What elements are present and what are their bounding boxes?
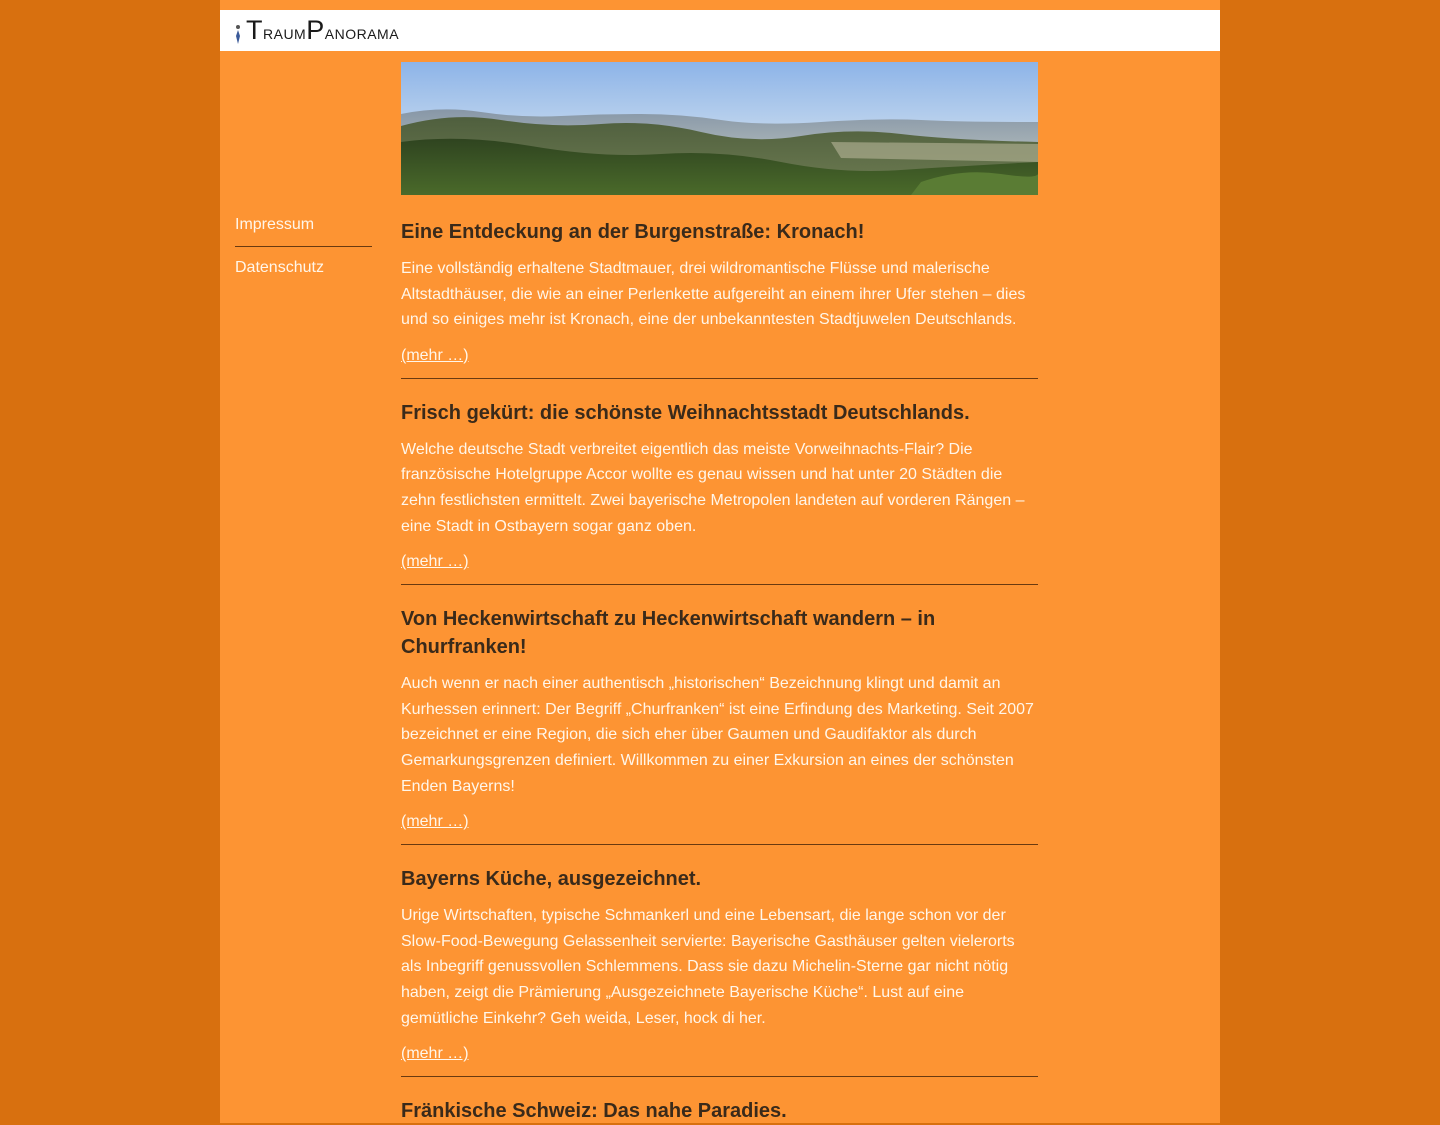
post-excerpt: Auch wenn er nach einer authentisch „historischen“ Bezeichnung klingt und damit an Kurhessen erinnert: Der Begriff „Churfranken“ ist eine Erfindung des Marketing. Seit 2007 bezeichnet er eine Region, die sich eher über Gaumen und Gaudifaktor als durch Gemarkungsgrenzen definiert. Willkommen zu einer Exkursion an eines der schönsten Enden Bayerns! <box>401 675 1034 795</box>
post-divider <box>401 378 1038 379</box>
read-more-link[interactable]: (mehr …) <box>401 553 469 571</box>
figure-icon <box>234 24 242 46</box>
post-title[interactable]: Bayerns Küche, ausgezeichnet. <box>401 868 702 891</box>
post <box>401 1097 1038 1125</box>
read-more-link[interactable]: (mehr …) <box>401 1045 469 1063</box>
post-divider <box>401 1076 1038 1077</box>
post-divider <box>401 584 1038 585</box>
post-excerpt: Eine vollständig erhaltene Stadtmauer, drei wildromantische Flüsse und malerische Altstadthäuser, die wie an einer Perlenkette aufgereiht an einem ihrer Ufer stehen – dies und so einiges mehr ist Kronach, eine der unbekanntesten Stadtjuwelen Deutschlands. <box>401 260 1026 329</box>
sidebar-item-datenschutz[interactable]: Datenschutz <box>235 259 324 276</box>
post-title[interactable]: Eine Entdeckung an der Burgenstraße: Kronach! <box>401 221 865 243</box>
page-container <box>220 0 1220 1123</box>
sidebar-item-impressum[interactable]: Impressum <box>235 216 315 233</box>
read-more-link[interactable]: (mehr …) <box>401 813 469 831</box>
site-header <box>220 10 1220 51</box>
post-title[interactable]: Fränkische Schweiz: Das nahe Paradies. <box>401 1100 787 1123</box>
site-logo[interactable] <box>234 16 399 46</box>
post <box>401 399 1038 585</box>
header-banner-image <box>401 62 1038 195</box>
post <box>401 865 1038 1077</box>
post-divider <box>401 844 1038 845</box>
top-strip <box>220 0 1220 10</box>
post <box>401 218 1038 379</box>
post <box>401 605 1038 845</box>
sidebar-divider <box>235 246 372 247</box>
posts-list <box>401 218 1038 1125</box>
post-excerpt: Urige Wirtschaften, typische Schmankerl und eine Lebensart, die lange schon vor der Slow-Food-Bewegung Gelassenheit servierte: Bayerische Gasthäuser gelten vielerorts als Inbegriff genussvollen Schlemmens. Dass sie dazu Michelin-Sterne gar nicht nötig haben, zeigt die Prämierung „Ausgezeichnete Bayerische Küche“. Lust auf eine gemütliche Einkehr? Geh weida, Leser, hock di her. <box>401 907 1015 1027</box>
post-title[interactable]: Von Heckenwirtschaft zu Heckenwirtschaft wandern – in Churfranken! <box>401 608 936 659</box>
post-excerpt: Welche deutsche Stadt verbreitet eigentlich das meiste Vorweihnachts-Flair? Die französische Hotelgruppe Accor wollte es genau wissen und hat unter 20 Städten die zehn festlichsten ermittelt. Zwei bayerische Metropolen landeten auf vorderen Rängen – eine Stadt in Ostbayern sogar ganz oben. <box>401 440 1025 535</box>
post-title[interactable]: Frisch gekürt: die schönste Weihnachtsstadt Deutschlands. <box>401 401 970 424</box>
sidebar-nav <box>235 210 372 287</box>
logo-text: TraumPanorama <box>246 15 400 45</box>
read-more-link[interactable]: (mehr …) <box>401 346 469 364</box>
